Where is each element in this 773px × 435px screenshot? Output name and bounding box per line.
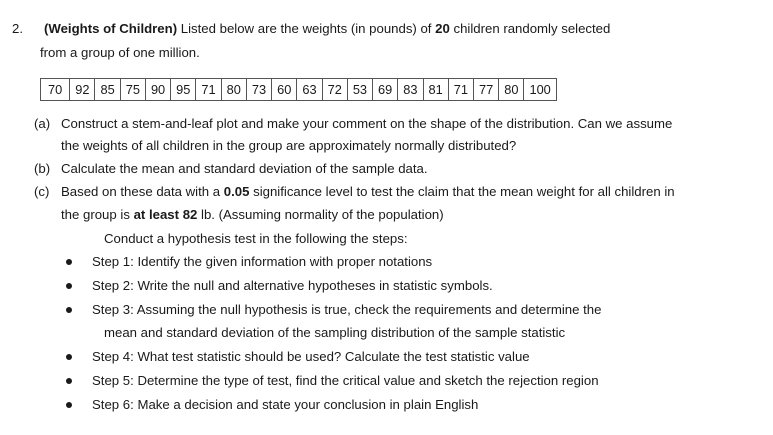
weight-cell: 71 (196, 79, 221, 101)
weight-cell: 53 (347, 79, 372, 101)
weight-cell: 80 (221, 79, 246, 101)
weight-cell: 69 (373, 79, 398, 101)
weight-cell: 70 (41, 79, 70, 101)
part-a-line2: the weights of all children in the group are approximately normally distributed? (61, 138, 517, 153)
bullet-icon (66, 307, 72, 313)
part-c-line2 (61, 206, 444, 224)
part-c-text: the group is (61, 207, 134, 222)
weight-cell: 63 (297, 79, 322, 101)
problem-intro-line2: from a group of one million. (40, 45, 200, 60)
problem-intro-line1 (44, 20, 610, 38)
steps-heading: Conduct a hypothesis test in the following the steps: (104, 231, 408, 246)
weight-cell: 90 (145, 79, 170, 101)
weight-cell: 81 (423, 79, 448, 101)
step-6: Step 6: Make a decision and state your conclusion in plain English (92, 397, 479, 412)
part-b-label: (b) (34, 161, 51, 176)
step-3-continuation: mean and standard deviation of the sampling distribution of the sample statistic (104, 325, 566, 340)
part-c-text: significance level to test the claim that the mean weight for all children in (249, 184, 675, 199)
bullet-icon (66, 354, 72, 360)
claim-value: at least 82 (133, 207, 198, 222)
part-c-line1 (61, 183, 675, 201)
weight-cell: 71 (448, 79, 473, 101)
step-1: Step 1: Identify the given information with proper notations (92, 254, 433, 269)
weights-table (40, 78, 557, 101)
weight-cell: 60 (272, 79, 297, 101)
problem-title: (Weights of Children) (44, 21, 178, 36)
weight-cell: 85 (95, 79, 120, 101)
intro-text-end: children randomly selected (449, 21, 611, 36)
bullet-icon (66, 378, 72, 384)
bullet-icon (66, 402, 72, 408)
bullet-icon (66, 259, 72, 265)
problem-number: 2. (12, 21, 23, 36)
part-c-text: Based on these data with a (61, 184, 224, 199)
intro-text: Listed below are the weights (in pounds) of (177, 21, 436, 36)
part-c-text: lb. (Assuming normality of the population) (197, 207, 444, 222)
weight-cell: 80 (499, 79, 524, 101)
part-b-line1: Calculate the mean and standard deviation of the sample data. (61, 161, 428, 176)
step-3: Step 3: Assuming the null hypothesis is true, check the requirements and determine the (92, 302, 602, 317)
part-c-label: (c) (34, 184, 50, 199)
significance-level: 0.05 (223, 184, 250, 199)
weight-cell: 75 (120, 79, 145, 101)
part-a-line1: Construct a stem-and-leaf plot and make your comment on the shape of the distribution. Can we assume (61, 116, 673, 131)
step-4: Step 4: What test statistic should be used? Calculate the test statistic value (92, 349, 530, 364)
weight-cell: 83 (398, 79, 423, 101)
sample-size: 20 (435, 21, 450, 36)
weight-cell: 95 (171, 79, 196, 101)
step-2: Step 2: Write the null and alternative hypotheses in statistic symbols. (92, 278, 493, 293)
weight-cell: 72 (322, 79, 347, 101)
weight-cell: 77 (473, 79, 498, 101)
weight-cell: 73 (246, 79, 271, 101)
bullet-icon (66, 283, 72, 289)
part-a-label: (a) (34, 116, 51, 131)
weights-row (41, 79, 557, 101)
weight-cell: 92 (70, 79, 95, 101)
step-5: Step 5: Determine the type of test, find the critical value and sketch the rejection region (92, 373, 599, 388)
weight-cell: 100 (524, 79, 556, 101)
